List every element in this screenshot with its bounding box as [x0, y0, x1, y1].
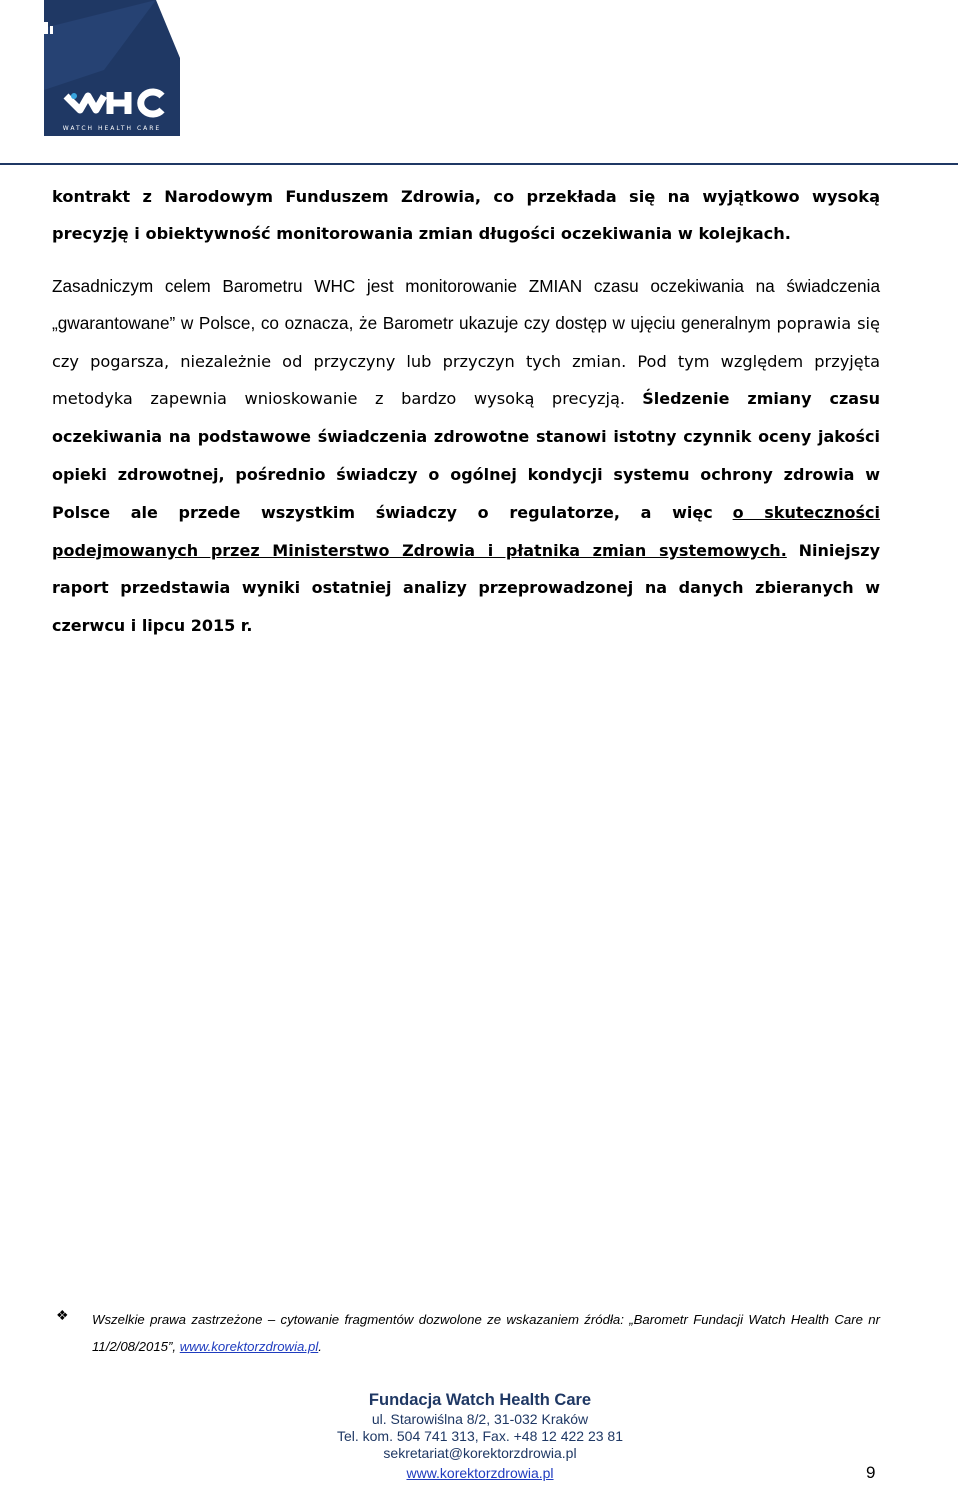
footer-email: sekretariat@korektorzdrowia.pl	[383, 1445, 577, 1461]
footnote-end: .	[318, 1339, 322, 1354]
footnote-link[interactable]: www.korektorzdrowia.pl	[179, 1339, 319, 1354]
footer-phone: Tel. kom. 504 741 313, Fax. +48 12 422 23 81	[336, 1428, 624, 1444]
logo-subtext: WATCH HEALTH CARE	[62, 125, 162, 132]
purpose-text-c: Śledzenie zmiany czasu oczekiwania na podstawowe świadczenia zdrowotne stanowi istotny czynnik oceny jakości opieki zdrowotnej, pośrednio świadczy o ogólnej kondycji systemu ochrony zdrowia w Polsce ale przede wszystkim świadczy o regulatorze, a więc	[52, 389, 881, 522]
purpose-text-e: Niniejszy raport przedstawia wyniki ostatniej analizy przeprowadzonej na danych zbieranych w czerwcu i lipcu 2015 r.	[52, 540, 880, 636]
footer-website-link[interactable]: www.korektorzdrowia.pl	[406, 1465, 554, 1481]
footnote-text	[92, 1306, 880, 1360]
purpose-text-b: poprawia się czy pogarsza, niezależnie od przyczyny lub przyczyn tych zmian. Pod tym względem przyjęta metodyka zapewnia wnioskowanie z bardzo wysoką precyzją.	[52, 313, 880, 409]
footer-organization: Fundacja Watch Health Care	[368, 1391, 592, 1409]
copyright-footnote	[56, 1306, 880, 1360]
header-divider	[0, 163, 958, 165]
purpose-text-a: Zasadniczym celem Barometru WHC jest monitorowanie ZMIAN czasu oczekiwania na świadczenia „gwarantowane” w Polsce, co oznacza, że Barometr ukazuje czy dostęp w ujęciu generalnym	[52, 276, 880, 333]
paragraph-purpose	[52, 268, 880, 645]
footnote-body: Wszelkie prawa zastrzeżone – cytowanie fragmentów dozwolone ze wskazaniem źródła: „Barometr Fundacji Watch Health Care nr 11/2/08/2015”,	[92, 1312, 880, 1354]
footer-address: ul. Starowiślna 8/2, 31-032 Kraków	[371, 1411, 589, 1427]
diamond-bullet-icon: ❖	[56, 1307, 69, 1323]
paragraph-intro: kontrakt z Narodowym Funduszem Zdrowia, co przekłada się na wyjątkowo wysoką precyzję i obiektywność monitorowania zmian długości oczekiwania w kolejkach.	[52, 187, 880, 243]
whc-logo	[44, 0, 180, 138]
purpose-text-d: o skuteczności podejmowanych przez Ministerstwo Zdrowia i płatnika zmian systemowych.	[52, 502, 881, 560]
page-number: 9	[866, 1463, 876, 1482]
